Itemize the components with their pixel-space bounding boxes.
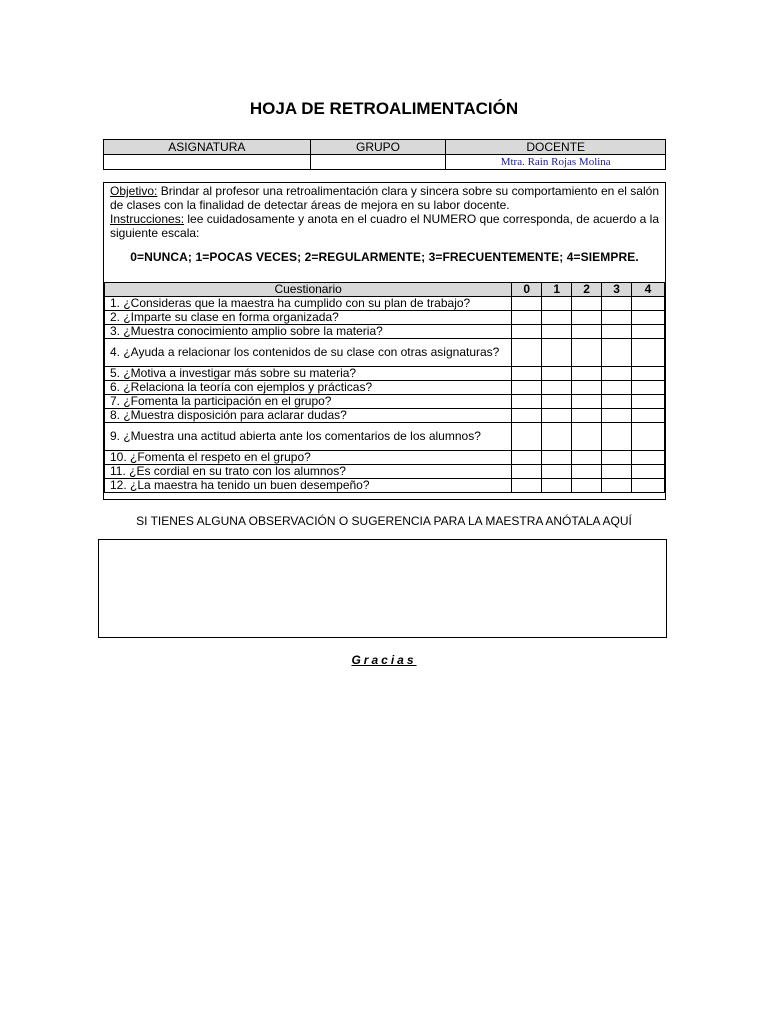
rating-cell-4[interactable]	[632, 311, 665, 325]
rating-cell-3[interactable]	[602, 325, 632, 339]
question-text: 7. ¿Fomenta la participación en el grupo?	[105, 395, 512, 409]
group-header: GRUPO	[310, 140, 446, 155]
rating-cell-0[interactable]	[512, 381, 542, 395]
question-row	[105, 465, 665, 479]
rating-cell-2[interactable]	[572, 479, 602, 493]
rating-cell-3[interactable]	[602, 479, 632, 493]
question-text: 5. ¿Motiva a investigar más sobre su materia?	[105, 367, 512, 381]
question-text: 10. ¿Fomenta el respeto en el grupo?	[105, 451, 512, 465]
rating-cell-3[interactable]	[602, 451, 632, 465]
rating-cell-3[interactable]	[602, 311, 632, 325]
rating-cell-0[interactable]	[512, 297, 542, 311]
rating-cell-2[interactable]	[572, 451, 602, 465]
rating-cell-1[interactable]	[542, 479, 572, 493]
question-row	[105, 367, 665, 381]
question-text: 8. ¿Muestra disposición para aclarar dudas?	[105, 409, 512, 423]
instructions-label: Instrucciones:	[110, 212, 185, 226]
question-text: 12. ¿La maestra ha tenido un buen desempeño?	[105, 479, 512, 493]
group-field[interactable]	[310, 155, 446, 170]
rating-cell-3[interactable]	[602, 381, 632, 395]
rating-cell-1[interactable]	[542, 325, 572, 339]
rating-cell-4[interactable]	[632, 465, 665, 479]
rating-cell-1[interactable]	[542, 465, 572, 479]
course-info-table	[103, 139, 666, 170]
question-text: 3. ¿Muestra conocimiento amplio sobre la materia?	[105, 325, 512, 339]
rating-cell-4[interactable]	[632, 325, 665, 339]
rating-cell-0[interactable]	[512, 325, 542, 339]
rating-cell-2[interactable]	[572, 325, 602, 339]
rating-cell-1[interactable]	[542, 451, 572, 465]
intro-text	[104, 183, 665, 240]
question-text: 6. ¿Relaciona la teoría con ejemplos y prácticas?	[105, 381, 512, 395]
questionnaire-header: Cuestionario	[105, 283, 512, 297]
question-row	[105, 381, 665, 395]
instructions-text: lee cuidadosamente y anota en el cuadro el NUMERO que corresponda, de acuerdo a la siguiente escala:	[110, 212, 660, 240]
question-text: 9. ¿Muestra una actitud abierta ante los comentarios de los alumnos?	[105, 423, 512, 451]
rating-cell-3[interactable]	[602, 465, 632, 479]
scale-header-3: 3	[602, 283, 632, 297]
rating-cell-0[interactable]	[512, 465, 542, 479]
rating-cell-1[interactable]	[542, 423, 572, 451]
subject-field[interactable]	[104, 155, 311, 170]
rating-cell-2[interactable]	[572, 367, 602, 381]
rating-cell-2[interactable]	[572, 381, 602, 395]
rating-cell-0[interactable]	[512, 311, 542, 325]
objective-label: Objetivo:	[110, 184, 158, 198]
rating-cell-4[interactable]	[632, 297, 665, 311]
rating-cell-1[interactable]	[542, 367, 572, 381]
rating-cell-4[interactable]	[632, 423, 665, 451]
observations-label: SI TIENES ALGUNA OBSERVACIÓN O SUGERENCIA PARA LA MAESTRA ANÓTALA AQUÍ	[136, 514, 632, 528]
rating-cell-4[interactable]	[632, 395, 665, 409]
rating-cell-1[interactable]	[542, 409, 572, 423]
rating-cell-1[interactable]	[542, 395, 572, 409]
subject-header: ASIGNATURA	[104, 140, 311, 155]
rating-cell-3[interactable]	[602, 423, 632, 451]
rating-cell-0[interactable]	[512, 339, 542, 367]
rating-cell-4[interactable]	[632, 381, 665, 395]
question-text: 4. ¿Ayuda a relacionar los contenidos de su clase con otras asignaturas?	[105, 339, 512, 367]
page-title: HOJA DE RETROALIMENTACIÓN	[249, 99, 519, 118]
rating-cell-3[interactable]	[602, 367, 632, 381]
rating-cell-3[interactable]	[602, 297, 632, 311]
rating-cell-2[interactable]	[572, 395, 602, 409]
question-text: 11. ¿Es cordial en su trato con los alumnos?	[105, 465, 512, 479]
question-row	[105, 451, 665, 465]
rating-cell-2[interactable]	[572, 423, 602, 451]
rating-cell-0[interactable]	[512, 367, 542, 381]
rating-cell-1[interactable]	[542, 339, 572, 367]
question-row	[105, 311, 665, 325]
question-row	[105, 325, 665, 339]
rating-cell-0[interactable]	[512, 409, 542, 423]
rating-cell-2[interactable]	[572, 409, 602, 423]
rating-cell-0[interactable]	[512, 479, 542, 493]
feedback-box	[103, 182, 666, 500]
question-row	[105, 423, 665, 451]
thanks-text: Gracias	[351, 653, 417, 667]
rating-scale: 0=NUNCA; 1=POCAS VECES; 2=REGULARMENTE; 3=FRECUENTEMENTE; 4=SIEMPRE.	[130, 250, 639, 264]
rating-cell-0[interactable]	[512, 423, 542, 451]
question-text: 1. ¿Consideras que la maestra ha cumplido con su plan de trabajo?	[105, 297, 512, 311]
teacher-header: DOCENTE	[446, 140, 666, 155]
question-row	[105, 339, 665, 367]
scale-header-0: 0	[512, 283, 542, 297]
question-row	[105, 395, 665, 409]
rating-cell-2[interactable]	[572, 339, 602, 367]
scale-header-1: 1	[542, 283, 572, 297]
scale-header-2: 2	[572, 283, 602, 297]
observations-box[interactable]	[98, 539, 667, 638]
rating-cell-4[interactable]	[632, 451, 665, 465]
teacher-field: Mtra. Rain Rojas Molina	[446, 155, 666, 170]
question-row	[105, 409, 665, 423]
rating-cell-2[interactable]	[572, 311, 602, 325]
rating-cell-1[interactable]	[542, 297, 572, 311]
rating-cell-4[interactable]	[632, 479, 665, 493]
rating-cell-2[interactable]	[572, 297, 602, 311]
rating-cell-1[interactable]	[542, 311, 572, 325]
rating-cell-4[interactable]	[632, 409, 665, 423]
question-text: 2. ¿Imparte su clase en forma organizada?	[105, 311, 512, 325]
question-row	[105, 479, 665, 493]
rating-cell-1[interactable]	[542, 381, 572, 395]
questionnaire-table	[104, 282, 665, 493]
rating-cell-3[interactable]	[602, 395, 632, 409]
rating-cell-4[interactable]	[632, 367, 665, 381]
rating-cell-4[interactable]	[632, 339, 665, 367]
rating-cell-3[interactable]	[602, 339, 632, 367]
question-row	[105, 297, 665, 311]
rating-cell-3[interactable]	[602, 409, 632, 423]
rating-cell-0[interactable]	[512, 451, 542, 465]
objective-text: Brindar al profesor una retroalimentación clara y sincera sobre su comportamiento en el salón de clases con la finalidad de detectar áreas de mejora en su labor docente.	[110, 184, 659, 212]
scale-header-4: 4	[632, 283, 665, 297]
rating-cell-0[interactable]	[512, 395, 542, 409]
rating-cell-2[interactable]	[572, 465, 602, 479]
